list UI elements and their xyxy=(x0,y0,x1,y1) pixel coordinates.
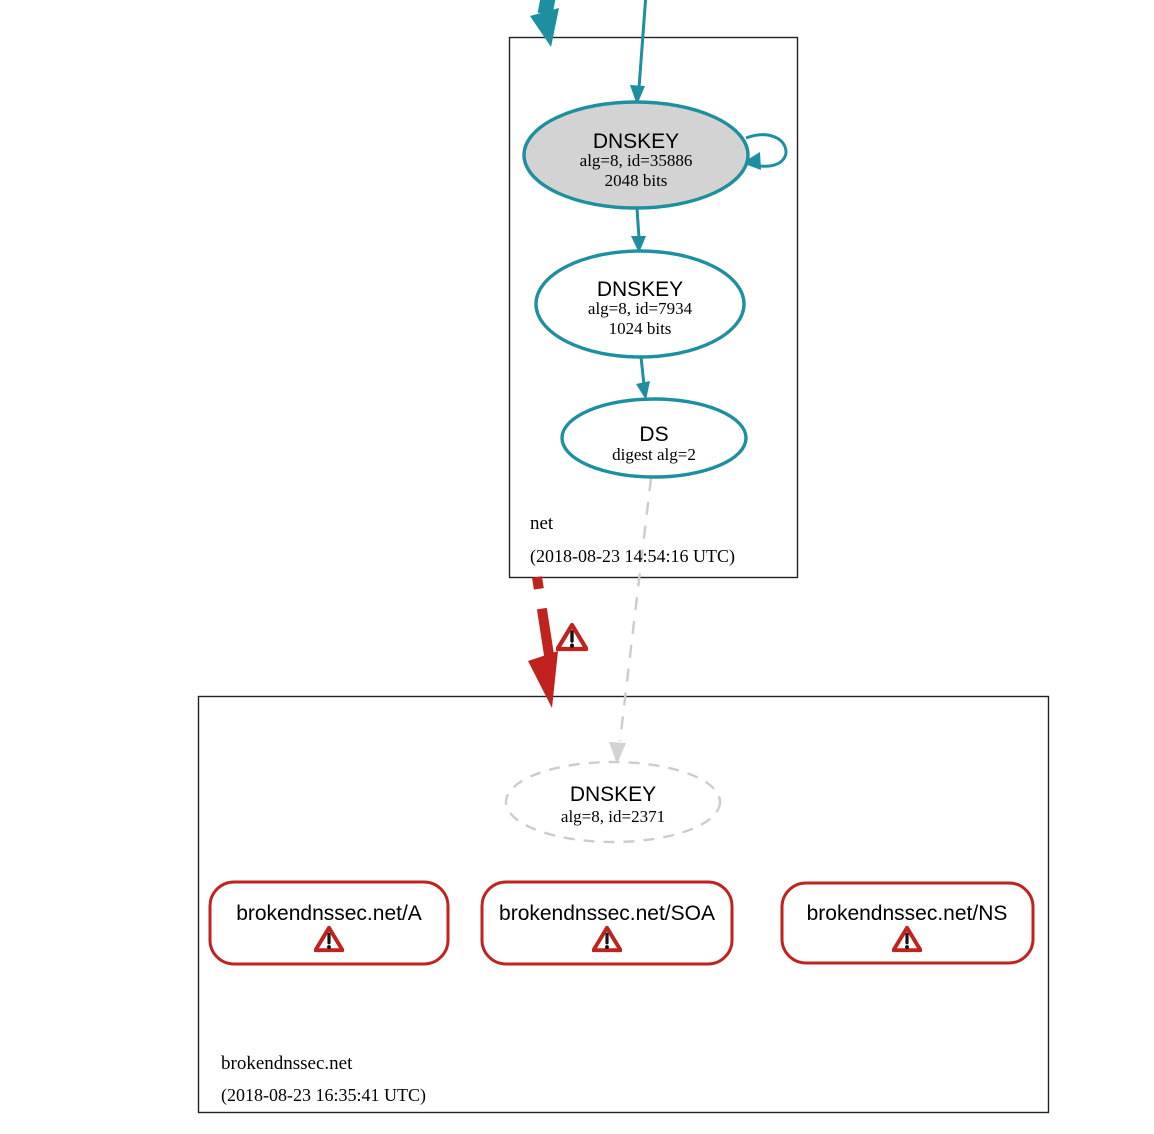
node-ds-title: DS xyxy=(639,423,669,446)
node-rrset-soa-label: brokendnssec.net/SOA xyxy=(499,902,715,925)
node-dnskey-35886-bits: 2048 bits xyxy=(604,171,668,190)
node-rrset-ns-label: brokendnssec.net/NS xyxy=(806,902,1008,925)
edge-ds-to-broken-dnskey-arrowhead xyxy=(609,742,626,764)
edge-root-to-ksk xyxy=(639,0,646,88)
edge-parent-trust-arrowhead xyxy=(530,8,559,47)
node-ds-digest: digest alg=2 xyxy=(612,445,696,464)
warning-icon xyxy=(558,625,587,649)
edge-bogus-delegation-shaft xyxy=(537,577,549,655)
node-dnskey-2371-title: DNSKEY xyxy=(569,783,657,806)
node-dnskey-35886-title: DNSKEY xyxy=(592,130,680,153)
node-rrset-a-label: brokendnssec.net/A xyxy=(236,902,422,925)
node-dnskey-7934-title: DNSKEY xyxy=(596,278,684,301)
zone-label-net: net xyxy=(530,513,554,534)
zone-label-brokendnssec-net: brokendnssec.net xyxy=(221,1053,353,1074)
node-dnskey-7934-alg: alg=8, id=7934 xyxy=(587,299,693,318)
edge-zsk-to-ds-arrowhead xyxy=(636,381,650,400)
edge-ksk-to-zsk xyxy=(637,208,639,238)
zone-timestamp-net: (2018-08-23 14:54:16 UTC) xyxy=(530,546,735,566)
edge-ds-to-broken-dnskey xyxy=(620,478,651,741)
edge-zsk-to-ds xyxy=(641,357,644,385)
zone-timestamp-brokendnssec-net: (2018-08-23 16:35:41 UTC) xyxy=(221,1085,426,1105)
edge-bogus-delegation-arrowhead xyxy=(528,651,558,708)
node-dnskey-7934-bits: 1024 bits xyxy=(608,319,672,338)
node-dnskey-2371-alg: alg=8, id=2371 xyxy=(560,807,666,826)
node-dnskey-35886-alg: alg=8, id=35886 xyxy=(579,151,693,170)
